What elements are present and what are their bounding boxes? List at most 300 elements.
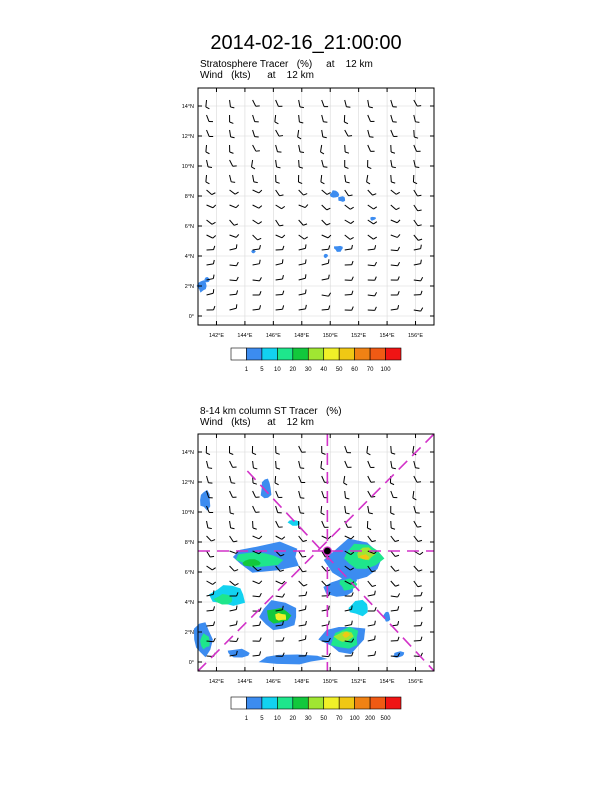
- colorbar-label: 60: [351, 367, 358, 373]
- wind-barb-feather: [260, 651, 261, 655]
- wind-barb-feather: [417, 526, 421, 527]
- wind-barb-feather: [374, 222, 377, 224]
- wind-barb: [207, 190, 212, 195]
- wind-barb: [391, 596, 398, 597]
- wind-barb-feather: [329, 621, 330, 625]
- wind-barb: [230, 461, 233, 467]
- tracer-contour: [200, 490, 210, 511]
- lat-tick-label: 8°N: [184, 540, 194, 546]
- wind-barb-feather: [208, 528, 212, 529]
- wind-barb: [253, 130, 255, 137]
- colorbar-swatch: [355, 348, 370, 360]
- wind-barb: [345, 235, 350, 239]
- wind-barb-feather: [420, 552, 423, 554]
- wind-barb-feather: [352, 307, 354, 311]
- colorbar-label: 20: [289, 716, 297, 722]
- wind-barb-feather: [305, 205, 308, 208]
- wind-barb-feather: [305, 259, 306, 263]
- lon-tick-label: 146°E: [265, 679, 281, 685]
- wind-barb-feather: [282, 206, 285, 208]
- colorbar-label: 30: [304, 716, 312, 722]
- tracer-contour: [370, 217, 376, 221]
- wind-barb-feather: [213, 590, 214, 594]
- wind-barb-feather: [417, 106, 421, 107]
- wind-barb-feather: [213, 205, 216, 208]
- wind-barb-feather: [231, 528, 235, 529]
- colorbar-label: 200: [365, 716, 376, 722]
- lat-tick-label: 12°N: [181, 134, 194, 140]
- wind-barb-feather: [303, 571, 307, 572]
- wind-barb: [299, 145, 300, 152]
- wind-barb: [276, 581, 282, 584]
- colorbar-swatch: [324, 348, 339, 360]
- wind-barb-feather: [421, 260, 422, 264]
- wind-barb: [345, 190, 349, 196]
- lat-tick-label: 2°N: [184, 284, 194, 290]
- wind-barb: [414, 581, 418, 587]
- wind-barb-feather: [413, 498, 416, 500]
- lat-tick-label: 6°N: [184, 570, 194, 576]
- wind-barb: [391, 100, 393, 107]
- wind-barb: [253, 491, 256, 497]
- wind-barb-feather: [391, 453, 395, 454]
- lon-tick-label: 156°E: [407, 333, 424, 339]
- wind-barb-feather: [212, 193, 216, 195]
- wind-barb: [207, 205, 213, 208]
- wind-barb-feather: [350, 207, 353, 209]
- lat-tick-label: 10°N: [181, 164, 194, 170]
- wind-barb-feather: [346, 107, 350, 108]
- wind-barb: [299, 235, 305, 239]
- wind-barb-feather: [253, 483, 257, 484]
- wind-barb: [207, 461, 209, 468]
- colorbar-swatch: [246, 697, 261, 709]
- wind-barb: [253, 100, 256, 106]
- wind-barb: [368, 249, 375, 250]
- wind-barb: [299, 476, 302, 483]
- wind-barb: [207, 130, 210, 136]
- wind-barb: [391, 309, 398, 310]
- wind-barb-feather: [212, 222, 215, 224]
- wind-barb: [230, 506, 231, 513]
- wind-barb-feather: [212, 568, 215, 570]
- wind-barb: [230, 175, 232, 182]
- wind-barb-feather: [321, 468, 325, 470]
- wind-barb: [345, 220, 351, 224]
- wind-barb: [345, 205, 351, 209]
- tracer-contour: [334, 246, 343, 252]
- wind-barb: [322, 581, 327, 586]
- wind-barb-feather: [391, 528, 395, 529]
- wind-barb: [368, 536, 372, 542]
- wind-barb-feather: [322, 453, 326, 454]
- wind-barb-feather: [392, 468, 396, 469]
- colorbar-label: 5: [260, 716, 264, 722]
- wind-barb-feather: [321, 152, 324, 154]
- wind-barb-feather: [283, 305, 284, 309]
- wind-barb-feather: [398, 276, 400, 280]
- bottom-panel-subtitle: Wind (kts) at 12 km: [200, 417, 314, 428]
- lat-tick-label: 10°N: [181, 510, 194, 516]
- wind-barb: [322, 295, 329, 296]
- wind-barb-feather: [398, 637, 399, 641]
- wind-barb: [253, 264, 260, 265]
- wind-barb-feather: [213, 621, 214, 625]
- wind-barb: [391, 235, 398, 237]
- wind-barb-feather: [391, 182, 395, 183]
- lon-tick-label: 154°E: [379, 333, 395, 339]
- wind-barb: [276, 521, 279, 527]
- colorbar-label: 1: [244, 716, 249, 722]
- wind-barb-feather: [398, 291, 399, 295]
- wind-barb-feather: [352, 291, 353, 295]
- wind-barb: [253, 175, 254, 182]
- wind-barb: [253, 309, 260, 310]
- wind-barb-feather: [259, 260, 260, 264]
- wind-barb: [276, 506, 278, 513]
- wind-barb-feather: [375, 245, 376, 249]
- wind-barb-feather: [350, 237, 353, 239]
- colorbar-label: 5: [260, 367, 264, 373]
- wind-barb: [207, 641, 214, 642]
- wind-barb-feather: [252, 453, 256, 455]
- wind-barb-feather: [421, 291, 422, 295]
- lon-tick-label: 142°E: [208, 333, 225, 339]
- colorbar-swatch: [293, 697, 308, 709]
- wind-barb: [230, 205, 236, 208]
- wind-barb: [276, 309, 283, 310]
- wind-barb-feather: [352, 592, 354, 596]
- wind-barb: [276, 279, 283, 280]
- colorbar-swatch: [339, 348, 354, 360]
- wind-barb: [321, 175, 322, 182]
- wind-barb: [414, 461, 416, 468]
- wind-barb-feather: [230, 513, 234, 514]
- wind-barb-feather: [345, 152, 349, 153]
- wind-barb: [368, 476, 371, 482]
- colorbar-label: 70: [335, 716, 343, 722]
- wind-barb: [368, 235, 374, 239]
- wind-barb-feather: [306, 621, 307, 625]
- colorbar-swatch: [308, 348, 323, 360]
- wind-barb: [321, 145, 322, 152]
- wind-barb-feather: [235, 192, 238, 194]
- wind-barb: [322, 263, 329, 265]
- wind-barb: [368, 491, 371, 497]
- wind-barb-feather: [369, 513, 373, 514]
- lat-tick-label: 14°N: [181, 450, 194, 456]
- wind-barb: [322, 220, 327, 225]
- wind-barb-feather: [375, 307, 377, 311]
- wind-barb-feather: [230, 122, 234, 123]
- wind-barb: [368, 205, 374, 209]
- wind-barb-feather: [305, 244, 306, 248]
- wind-barb: [368, 220, 374, 224]
- colorbar-label: 50: [320, 716, 328, 722]
- wind-barb-feather: [396, 192, 399, 194]
- wind-barb-feather: [276, 182, 280, 183]
- wind-barb: [207, 536, 212, 541]
- wind-barb-feather: [398, 262, 400, 266]
- colorbar-swatch: [386, 348, 401, 360]
- wind-barb-feather: [300, 513, 304, 514]
- wind-barb-feather: [369, 107, 373, 108]
- wind-barb: [322, 205, 327, 210]
- colorbar-label: 100: [349, 716, 360, 722]
- wind-barb: [322, 100, 324, 107]
- wind-barb: [230, 280, 237, 281]
- lat-tick-label: 0°: [188, 660, 194, 666]
- wind-barb-feather: [236, 621, 237, 625]
- wind-barb: [207, 264, 214, 265]
- wind-barb: [299, 115, 300, 122]
- wind-barb-feather: [327, 208, 331, 210]
- wind-barb-feather: [237, 638, 239, 642]
- wind-barb-feather: [375, 277, 377, 281]
- wind-barb-feather: [372, 541, 376, 542]
- wind-barb: [207, 293, 214, 295]
- wind-barb: [253, 581, 259, 584]
- wind-barb: [391, 551, 395, 556]
- wind-barb-feather: [323, 137, 327, 138]
- wind-barb-feather: [260, 245, 261, 249]
- wind-barb: [391, 175, 392, 182]
- wind-barb: [299, 536, 303, 542]
- wind-barb: [345, 625, 352, 626]
- tracer-contour: [324, 254, 329, 258]
- wind-barb-feather: [214, 306, 215, 310]
- wind-barb: [275, 476, 276, 483]
- wind-barb: [230, 294, 237, 295]
- wind-barb: [368, 595, 375, 596]
- wind-barb-feather: [283, 275, 284, 279]
- wind-barb: [391, 536, 395, 542]
- wind-barb-feather: [206, 107, 210, 109]
- wind-barb-feather: [214, 246, 215, 250]
- lat-tick-label: 12°N: [181, 480, 194, 486]
- wind-barb-feather: [235, 583, 238, 585]
- wind-barb: [391, 205, 396, 210]
- wind-barb-feather: [396, 208, 400, 210]
- wind-barb: [253, 220, 259, 224]
- wind-barb: [230, 581, 235, 585]
- colorbar-swatch: [339, 697, 354, 709]
- wind-barb: [391, 250, 398, 251]
- wind-barb-feather: [231, 182, 235, 183]
- wind-barb-feather: [299, 167, 303, 168]
- wind-barb-feather: [231, 483, 235, 484]
- wind-barb-feather: [418, 239, 422, 240]
- wind-barb-feather: [398, 621, 399, 625]
- tracer-contour: [330, 190, 340, 197]
- tracer-contour: [259, 655, 328, 665]
- wind-barb: [207, 220, 213, 224]
- wind-barb-feather: [230, 152, 234, 153]
- wind-barb: [253, 190, 259, 193]
- wind-barb: [253, 625, 260, 626]
- wind-barb-feather: [237, 262, 239, 266]
- wind-barb-feather: [345, 498, 349, 499]
- wind-barb-feather: [229, 453, 233, 454]
- wind-barb-feather: [300, 152, 304, 153]
- wind-barb: [230, 566, 235, 571]
- wind-barb: [322, 641, 329, 642]
- wind-barb: [414, 536, 418, 542]
- wind-barb: [299, 581, 304, 586]
- wind-barb: [207, 581, 213, 584]
- wind-barb-feather: [260, 621, 261, 625]
- wind-barb-feather: [304, 237, 307, 239]
- wind-barb: [276, 220, 280, 226]
- wind-barb: [391, 190, 396, 194]
- wind-barb: [391, 581, 396, 586]
- wind-barb-feather: [421, 653, 423, 657]
- wind-barb-feather: [421, 622, 422, 626]
- top-map-group: [182, 88, 434, 373]
- wind-barb-feather: [390, 483, 394, 485]
- wind-barb-feather: [236, 244, 237, 248]
- wind-barb: [414, 249, 421, 250]
- colorbar-label: 500: [380, 716, 391, 722]
- wind-barb-feather: [418, 586, 422, 587]
- wind-barb-feather: [306, 305, 307, 309]
- wind-barb: [207, 115, 209, 122]
- wind-barb-feather: [306, 592, 307, 596]
- wind-barb-feather: [260, 638, 262, 642]
- wind-barb: [276, 100, 279, 106]
- lon-tick-label: 148°E: [294, 333, 310, 339]
- wind-barb: [391, 656, 398, 657]
- wind-barb-feather: [236, 205, 239, 208]
- wind-barb-feather: [280, 195, 284, 196]
- wind-barb-feather: [367, 182, 370, 184]
- wind-barb: [276, 491, 279, 497]
- wind-barb-feather: [375, 292, 377, 296]
- wind-barb-feather: [210, 556, 214, 557]
- wind-barb-feather: [395, 570, 399, 571]
- wind-barb-feather: [372, 585, 376, 586]
- wind-barb: [230, 491, 233, 497]
- wind-barb: [207, 551, 211, 557]
- colorbar-swatch: [262, 348, 277, 360]
- wind-barb-feather: [395, 555, 399, 556]
- lon-tick-label: 144°E: [237, 333, 253, 339]
- wind-barb-feather: [367, 528, 371, 530]
- wind-barb: [368, 581, 372, 586]
- wind-barb: [253, 280, 260, 281]
- wind-barb-feather: [259, 581, 262, 584]
- wind-barb: [391, 115, 393, 122]
- wind-barb: [368, 295, 375, 296]
- wind-barb: [322, 309, 329, 310]
- colorbar-swatch: [293, 348, 308, 360]
- wind-barb: [276, 461, 277, 468]
- wind-barb: [322, 190, 327, 194]
- wind-barb: [207, 521, 208, 528]
- wind-barb-feather: [398, 305, 399, 309]
- wind-barb-feather: [352, 277, 354, 281]
- lat-tick-label: 6°N: [184, 224, 194, 230]
- wind-barb-feather: [375, 636, 376, 640]
- tracer-contour: [338, 196, 345, 202]
- wind-barb: [206, 175, 207, 182]
- wind-barb-feather: [329, 275, 330, 279]
- wind-barb-feather: [260, 277, 262, 281]
- colorbar-swatch: [324, 697, 339, 709]
- wind-barb: [391, 461, 392, 468]
- colorbar-label: 50: [335, 367, 343, 373]
- colorbar-label: 100: [380, 367, 391, 373]
- wind-barb-feather: [373, 237, 376, 239]
- wind-barb-feather: [375, 591, 376, 595]
- wind-barb: [230, 248, 237, 250]
- wind-barb: [253, 115, 255, 122]
- wind-barb-feather: [421, 637, 422, 641]
- wind-barb-feather: [418, 570, 422, 571]
- wind-barb: [207, 235, 213, 238]
- wind-barb-feather: [277, 167, 281, 168]
- wind-barb-feather: [282, 537, 285, 540]
- wind-barb: [276, 235, 282, 238]
- wind-barb: [276, 190, 280, 196]
- wind-barb-feather: [213, 275, 214, 279]
- wind-barb-feather: [283, 246, 284, 250]
- wind-barb-feather: [280, 570, 284, 571]
- wind-barb: [276, 130, 279, 136]
- wind-barb-feather: [418, 225, 422, 226]
- wind-barb-feather: [391, 152, 395, 153]
- wind-barb: [253, 655, 260, 656]
- wind-barb: [253, 536, 259, 539]
- lat-tick-label: 4°N: [184, 254, 194, 260]
- wind-barb: [230, 308, 237, 310]
- lon-tick-label: 150°E: [322, 333, 338, 339]
- wind-barb-feather: [415, 122, 419, 123]
- wind-barb: [230, 551, 237, 553]
- storm-center-marker: [323, 547, 331, 555]
- wind-barb-feather: [275, 122, 279, 124]
- wind-barb-feather: [321, 513, 325, 515]
- wind-barb-feather: [275, 483, 279, 485]
- wind-barb-feather: [371, 496, 375, 497]
- wind-barb: [230, 536, 234, 542]
- wind-barb-feather: [283, 291, 284, 295]
- wind-barb-feather: [254, 182, 258, 183]
- wind-barb-feather: [259, 536, 262, 539]
- wind-barb: [414, 145, 417, 151]
- wind-barb: [322, 491, 324, 498]
- colorbar-label: 1: [244, 367, 249, 373]
- wind-barb-feather: [208, 167, 212, 168]
- wind-barb-feather: [304, 584, 308, 586]
- wind-barb: [368, 145, 371, 151]
- wind-barb-feather: [305, 605, 306, 609]
- wind-barb-feather: [206, 453, 210, 455]
- wind-barb-feather: [329, 306, 330, 310]
- wind-barb-feather: [414, 137, 418, 138]
- wind-barb: [391, 566, 396, 571]
- wind-barb: [276, 536, 282, 539]
- colorbar-swatch: [231, 348, 246, 360]
- colorbar-swatch: [370, 348, 385, 360]
- wind-barb: [414, 264, 421, 265]
- wind-barb-feather: [282, 235, 285, 238]
- wind-barb: [253, 249, 260, 250]
- wind-barb: [230, 609, 237, 611]
- wind-barb-feather: [344, 122, 348, 124]
- wind-barb-feather: [398, 593, 400, 596]
- wind-barb: [299, 625, 306, 626]
